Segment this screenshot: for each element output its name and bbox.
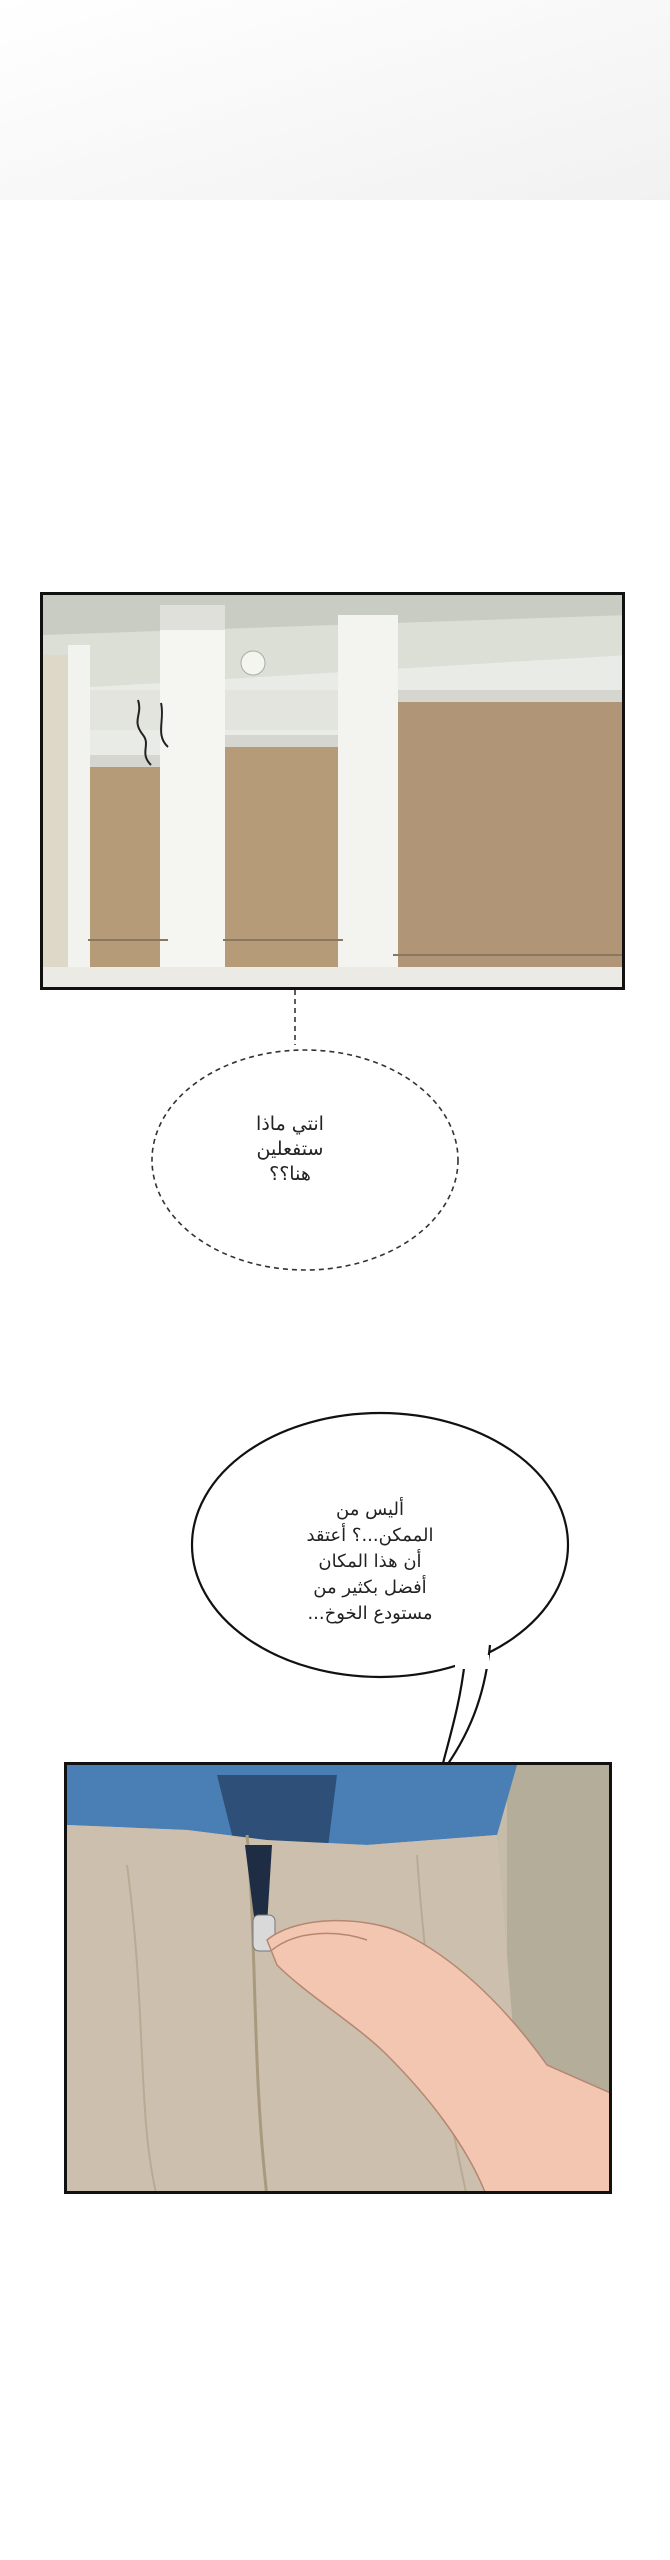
speech-bubble-text-1: انتي ماذا ستفعلين هنا؟؟ [256,1113,324,1185]
panel-zipper-closeup [64,1762,612,2194]
top-gradient [0,0,670,200]
restroom-stalls-illustration [43,595,625,990]
speech-bubble-text-2: أليس من الممكن...؟ أعتقد أن هذا المكان أفضل بكثير من مستودع الخوخ... [306,1499,434,1624]
zipper-closeup-illustration [67,1765,612,2194]
panel-restroom-stalls [40,592,625,990]
